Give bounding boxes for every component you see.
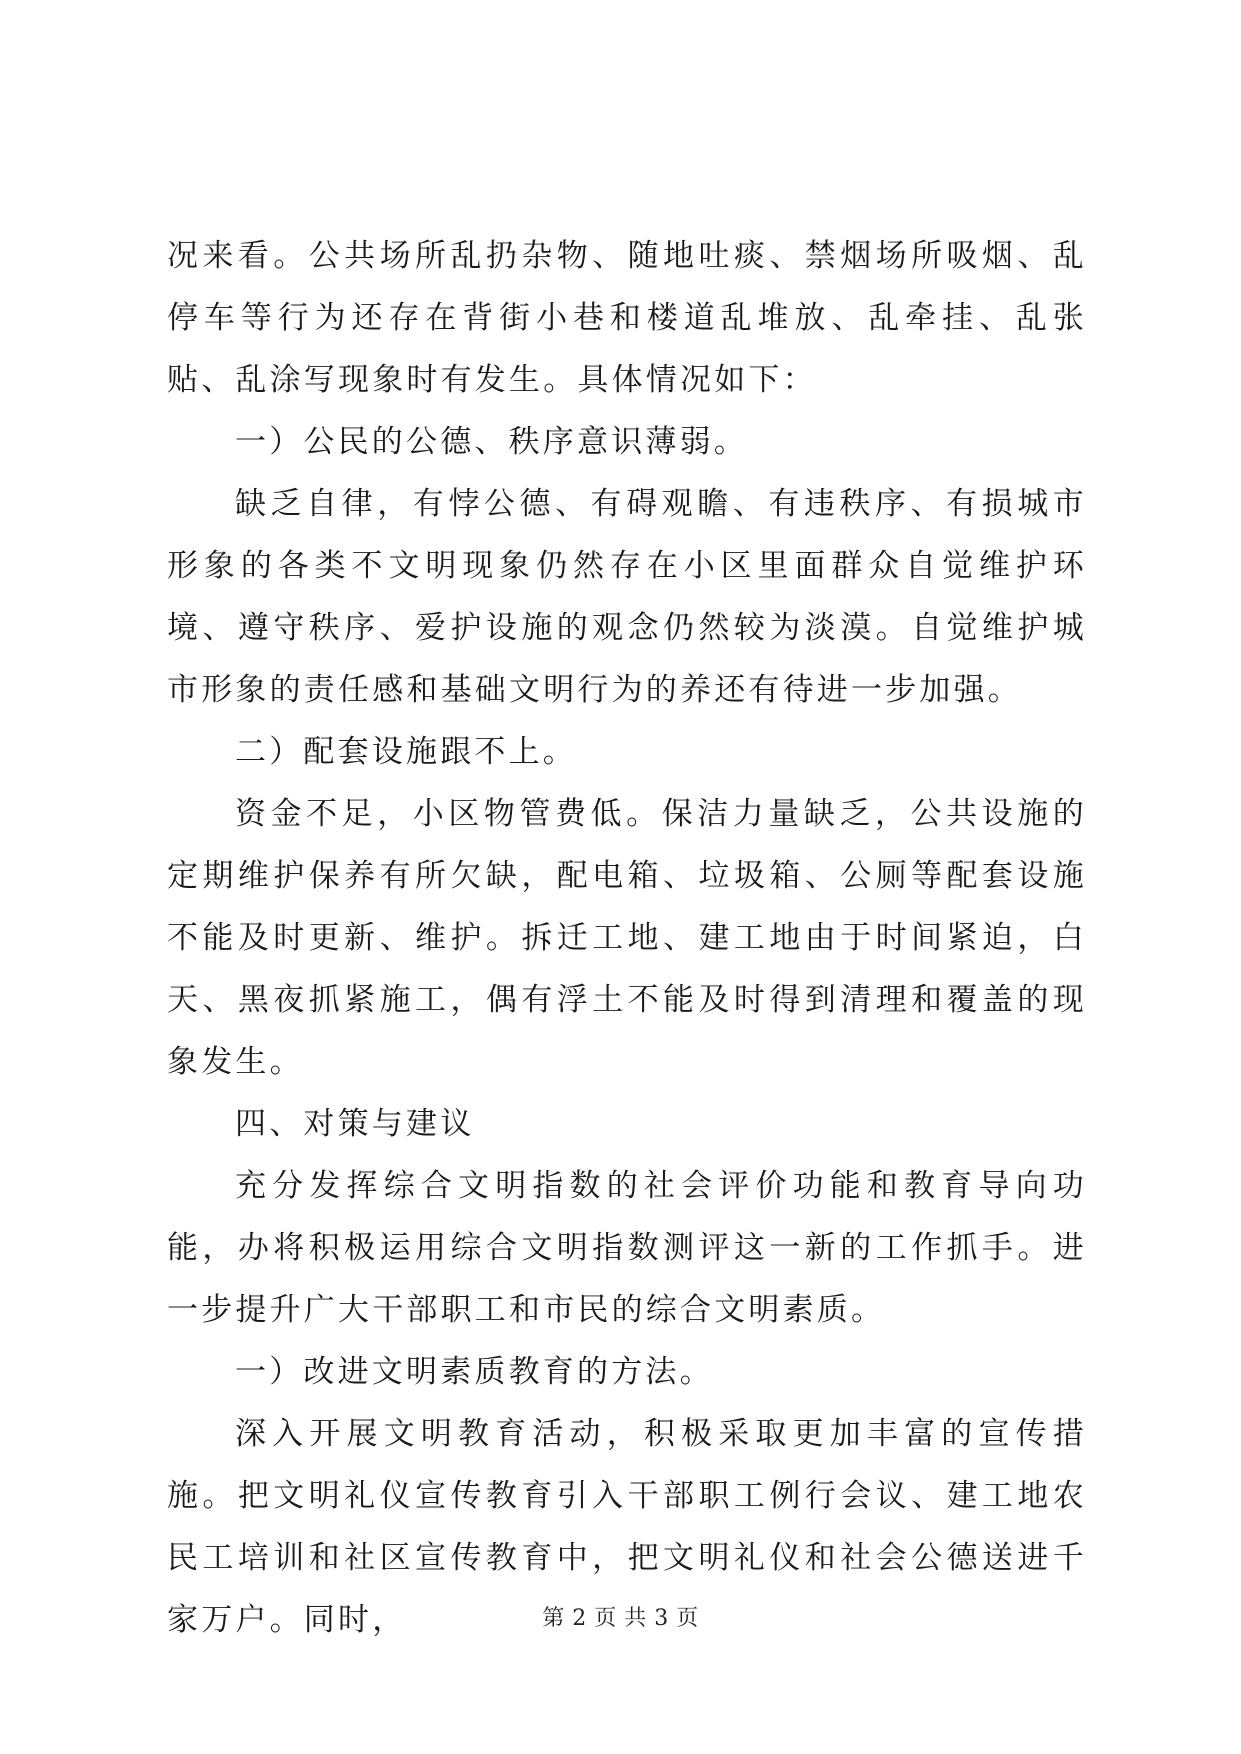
heading-countermeasures: 四、对策与建议 bbox=[235, 1106, 475, 1142]
heading-education-methods: 一）改进文明素质教育的方法。 bbox=[235, 1354, 714, 1390]
page-footer: 第 2 页 共 3 页 bbox=[542, 1606, 699, 1631]
document-body bbox=[167, 225, 1087, 1651]
paragraph-countermeasures: 充分发挥综合文明指数的社会评价功能和教育导向功能，办将积极运用综合文明指数测评这一新的工作抓手。进一步提升广大干部职工和市民的综合文明素质。 bbox=[167, 1168, 1087, 1328]
paragraph-facilities: 资金不足，小区物管费低。保洁力量缺乏，公共设施的定期维护保养有所欠缺，配电箱、垃圾箱、公厕等配套设施不能及时更新、维护。拆迁工地、建工地由于时间紧迫，白天、黑夜抓紧施工，偶有浮土不能及时得到清理和覆盖的现象发生。 bbox=[167, 796, 1087, 1080]
paragraph-education-methods: 深入开展文明教育活动，积极采取更加丰富的宣传措施。把文明礼仪宣传教育引入干部职工例行会议、建工地农民工培训和社区宣传教育中，把文明礼仪和社会公德送进千家万户。同时， bbox=[167, 1416, 1087, 1638]
heading-civic-awareness: 一）公民的公德、秩序意识薄弱。 bbox=[235, 424, 748, 460]
paragraph-continuation: 况来看。公共场所乱扔杂物、随地吐痰、禁烟场所吸烟、乱停车等行为还存在背街小巷和楼道乱堆放、乱牵挂、乱张贴、乱涂写现象时有发生。具体情况如下： bbox=[167, 238, 1087, 398]
heading-facilities: 二）配套设施跟不上。 bbox=[235, 734, 577, 770]
paragraph-civic-awareness: 缺乏自律，有悖公德、有碍观瞻、有违秩序、有损城市形象的各类不文明现象仍然存在小区里面群众自觉维护环境、遵守秩序、爱护设施的观念仍然较为淡漠。自觉维护城市形象的责任感和基础文明行为的养还有待进一步加强。 bbox=[167, 486, 1087, 708]
